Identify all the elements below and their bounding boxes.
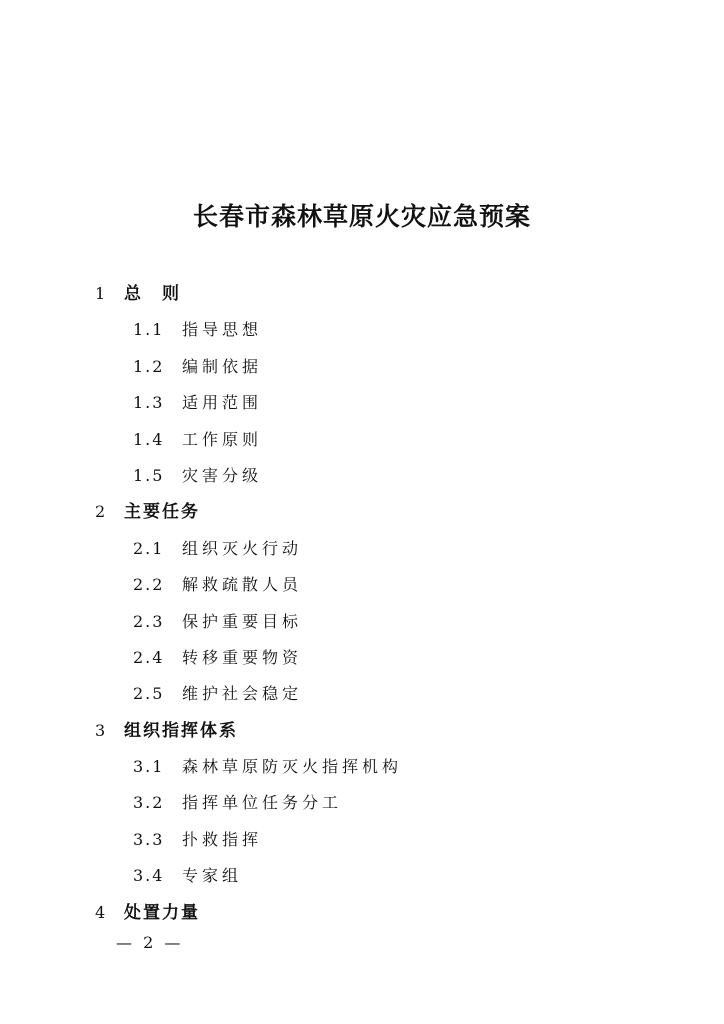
toc-item-label: 主要任务 — [124, 502, 200, 523]
toc-item-number: 1.2 — [133, 356, 165, 376]
toc-section-row — [0, 494, 724, 530]
toc-subsection-row — [0, 312, 724, 348]
toc-item-number: 1.1 — [133, 320, 165, 340]
toc-section-row — [0, 276, 724, 312]
toc-subsection-row — [0, 858, 724, 894]
toc-item-label: 解救疏散人员 — [182, 575, 303, 595]
page-number: — 2 — — [116, 933, 184, 952]
toc-subsection-row — [0, 531, 724, 567]
toc-item-number: 2.2 — [133, 575, 165, 595]
toc-subsection-row — [0, 567, 724, 603]
toc-item-label: 转移重要物资 — [182, 647, 303, 667]
toc-item-number: 2.4 — [133, 647, 165, 667]
toc-section-row — [0, 895, 724, 931]
toc-item-label: 扑救指挥 — [182, 829, 263, 849]
toc-item-number: 1.5 — [133, 465, 165, 485]
toc-item-number: 3.4 — [133, 866, 165, 886]
toc-item-label: 灾害分级 — [182, 465, 263, 485]
toc-subsection-row — [0, 604, 724, 640]
toc-item-number: 3 — [95, 720, 106, 740]
toc-item-number: 2.5 — [133, 684, 165, 704]
toc-section-row — [0, 713, 724, 749]
toc-item-number: 3.3 — [133, 829, 165, 849]
table-of-contents — [0, 276, 724, 931]
toc-subsection-row — [0, 422, 724, 458]
toc-subsection-row — [0, 785, 724, 821]
toc-item-label: 工作原则 — [182, 429, 263, 449]
toc-item-label: 总 则 — [124, 284, 181, 304]
toc-subsection-row — [0, 385, 724, 421]
toc-item-label: 保护重要目标 — [182, 611, 303, 631]
toc-item-label: 森林草原防灭火指挥机构 — [182, 757, 403, 777]
document-title: 长春市森林草原火灾应急预案 — [192, 202, 531, 231]
toc-item-label: 指导思想 — [182, 320, 263, 340]
toc-item-number: 1 — [95, 284, 106, 303]
toc-item-number: 3.2 — [133, 793, 165, 813]
toc-item-number: 1.4 — [133, 429, 165, 449]
toc-subsection-row — [0, 640, 724, 676]
toc-item-number: 3.1 — [133, 757, 165, 777]
toc-item-label: 处置力量 — [124, 902, 200, 923]
toc-item-number: 4 — [95, 902, 106, 922]
toc-item-number: 2.3 — [133, 611, 165, 631]
toc-item-label: 适用范围 — [182, 393, 263, 413]
toc-item-label: 编制依据 — [182, 356, 263, 376]
toc-item-label: 组织指挥体系 — [124, 720, 238, 741]
toc-item-label: 维护社会稳定 — [182, 684, 303, 704]
toc-item-number: 2 — [95, 502, 106, 522]
toc-subsection-row — [0, 458, 724, 494]
toc-item-label: 指挥单位任务分工 — [182, 793, 343, 813]
toc-item-number: 2.1 — [133, 538, 165, 558]
toc-item-label: 专家组 — [182, 866, 243, 886]
toc-subsection-row — [0, 676, 724, 712]
toc-item-label: 组织灭火行动 — [182, 538, 303, 558]
toc-item-number: 1.3 — [133, 393, 165, 413]
toc-subsection-row — [0, 749, 724, 785]
toc-subsection-row — [0, 822, 724, 858]
toc-subsection-row — [0, 349, 724, 385]
